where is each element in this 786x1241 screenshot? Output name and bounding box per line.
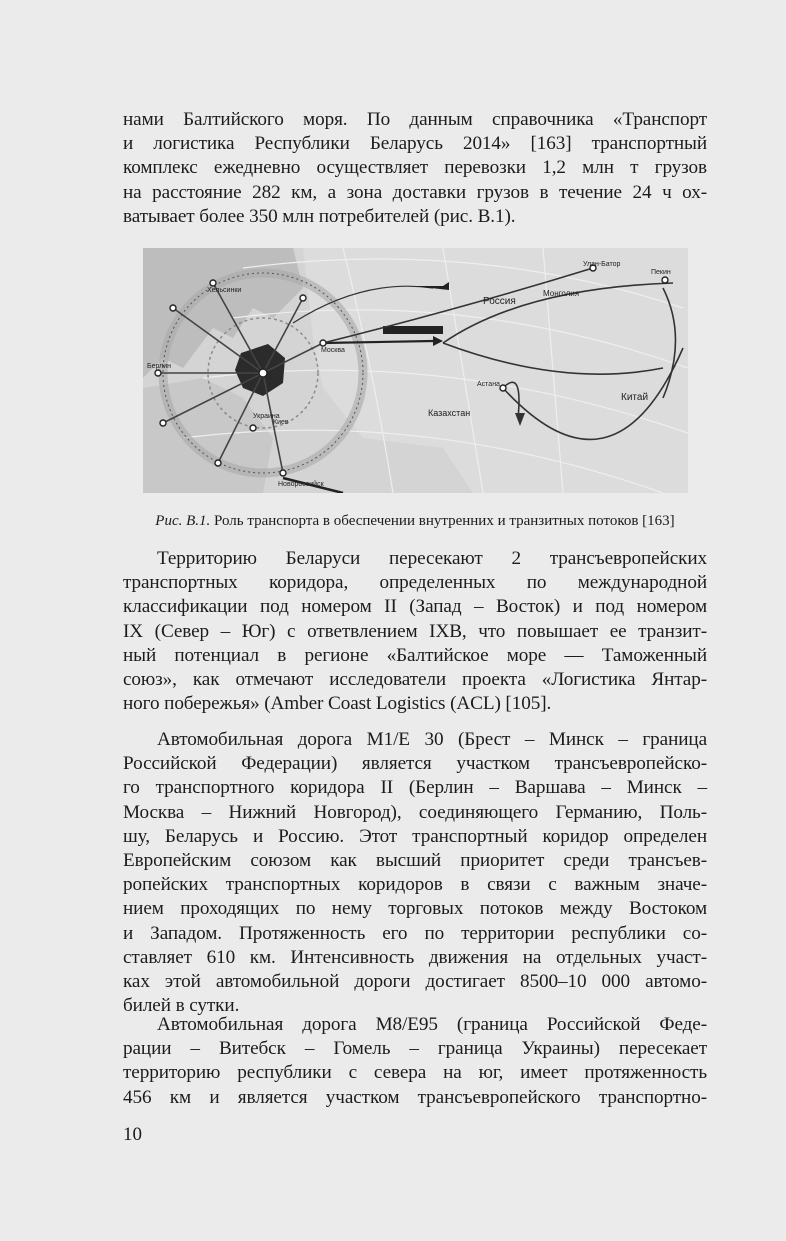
text-line: ватывает более 350 млн потребителей (рис. В.1). xyxy=(123,205,516,227)
text-line: Автомобильная дорога М1/Е 30 (Брест – Минск – граница xyxy=(157,729,707,750)
text-line: на расстояние 282 км, а зона доставки грузов в течение 24 ч ох- xyxy=(123,181,707,203)
text-line: рации – Витебск – Гомель – граница Украины) пересекает xyxy=(123,1038,707,1060)
paragraph-m8 xyxy=(123,1013,707,1110)
page-number: 10 xyxy=(123,1124,142,1145)
text-line: Москва – Нижний Новгород), соединяющего Германию, Поль- xyxy=(123,801,707,823)
text-line: 456 км и является участком трансъевропейского транспортно- xyxy=(123,1086,707,1108)
intro-paragraph xyxy=(123,108,707,229)
text-line: билей в сутки. xyxy=(123,995,240,1017)
paragraph-m1 xyxy=(123,728,707,1018)
text-line: и логистика Республики Беларусь 2014» [163] транспортный xyxy=(123,133,707,155)
figure-caption-text: Роль транспорта в обеспечении внутренних и транзитных потоков [163] xyxy=(210,513,675,529)
text-line: шу, Беларусь и Россию. Этот транспортный коридор определен xyxy=(123,825,707,847)
label-helsinki: Хельсинки xyxy=(207,287,242,294)
label-ukraine: Украина xyxy=(253,413,280,420)
text-line: нием проходящих по нему торговых потоков между Востоком xyxy=(123,898,707,920)
text-line: союз», как отмечают исследователи проекта «Логистика Янтар- xyxy=(123,669,707,691)
text-line: комплекс ежедневно осуществляет перевозки 1,2 млн т грузов xyxy=(123,157,707,179)
text-line: Российской Федерации) является участком трансъевропейско- xyxy=(123,753,707,775)
transport-map xyxy=(143,248,688,493)
label-kiev: Киев xyxy=(273,419,289,426)
text-line: ропейских транспортных коридоров в связи с важным значе- xyxy=(123,874,707,896)
text-line: классификации под номером II (Запад – Восток) и под номером xyxy=(123,596,707,618)
label-china: Китай xyxy=(621,392,649,403)
figure-caption-label: Рис. В.1. xyxy=(155,513,211,529)
label-ulaanbaatar: Улан-Батор xyxy=(583,261,621,268)
text-line: ках этой автомобильной дороги достигает 8500–10 000 автомо- xyxy=(123,971,707,993)
text-line: Автомобильная дорога М8/Е95 (граница Российской Феде- xyxy=(157,1014,707,1035)
label-russia: Россия xyxy=(483,296,516,307)
text-line: го транспортного коридора II (Берлин – Варшава – Минск – xyxy=(123,777,707,799)
text-line: Территорию Беларуси пересекают 2 трансъевропейских xyxy=(157,548,707,569)
label-astana: Астана xyxy=(477,381,500,388)
label-beijing: Пекин xyxy=(651,269,671,276)
label-mongolia: Монголия xyxy=(543,289,580,298)
text-line: и Западом. Протяженность его по территории республики со- xyxy=(123,922,707,944)
figure-caption xyxy=(123,511,707,531)
text-line: территорию республики с севера на юг, имеет протяженность xyxy=(123,1062,707,1084)
label-berlin: Берлин xyxy=(147,363,172,370)
transport-map-figure xyxy=(143,248,688,493)
text-line: ный потенциал в регионе «Балтийское море — Таможенный xyxy=(123,644,707,666)
text-line: IX (Север – Юг) с ответвлением IXВ, что повышает ее транзит- xyxy=(123,620,707,642)
train-icon xyxy=(383,326,443,334)
text-line: транспортных коридора, определенных по международной xyxy=(123,572,707,594)
text-line: ного побережья» (Amber Coast Logistics (ACL) [105]. xyxy=(123,693,552,715)
label-novorossiysk: Новороссийск xyxy=(278,481,324,488)
text-line: Европейским союзом как высший приоритет среди трансъев- xyxy=(123,850,707,872)
paragraph-corridors xyxy=(123,547,707,716)
text-line: ставляет 610 км. Интенсивность движения на отдельных участ- xyxy=(123,946,707,968)
label-moscow: Москва xyxy=(321,347,345,354)
label-kazakhstan: Казахстан xyxy=(428,408,471,418)
text-line: нами Балтийского моря. По данным справочника «Транспорт xyxy=(123,109,707,130)
